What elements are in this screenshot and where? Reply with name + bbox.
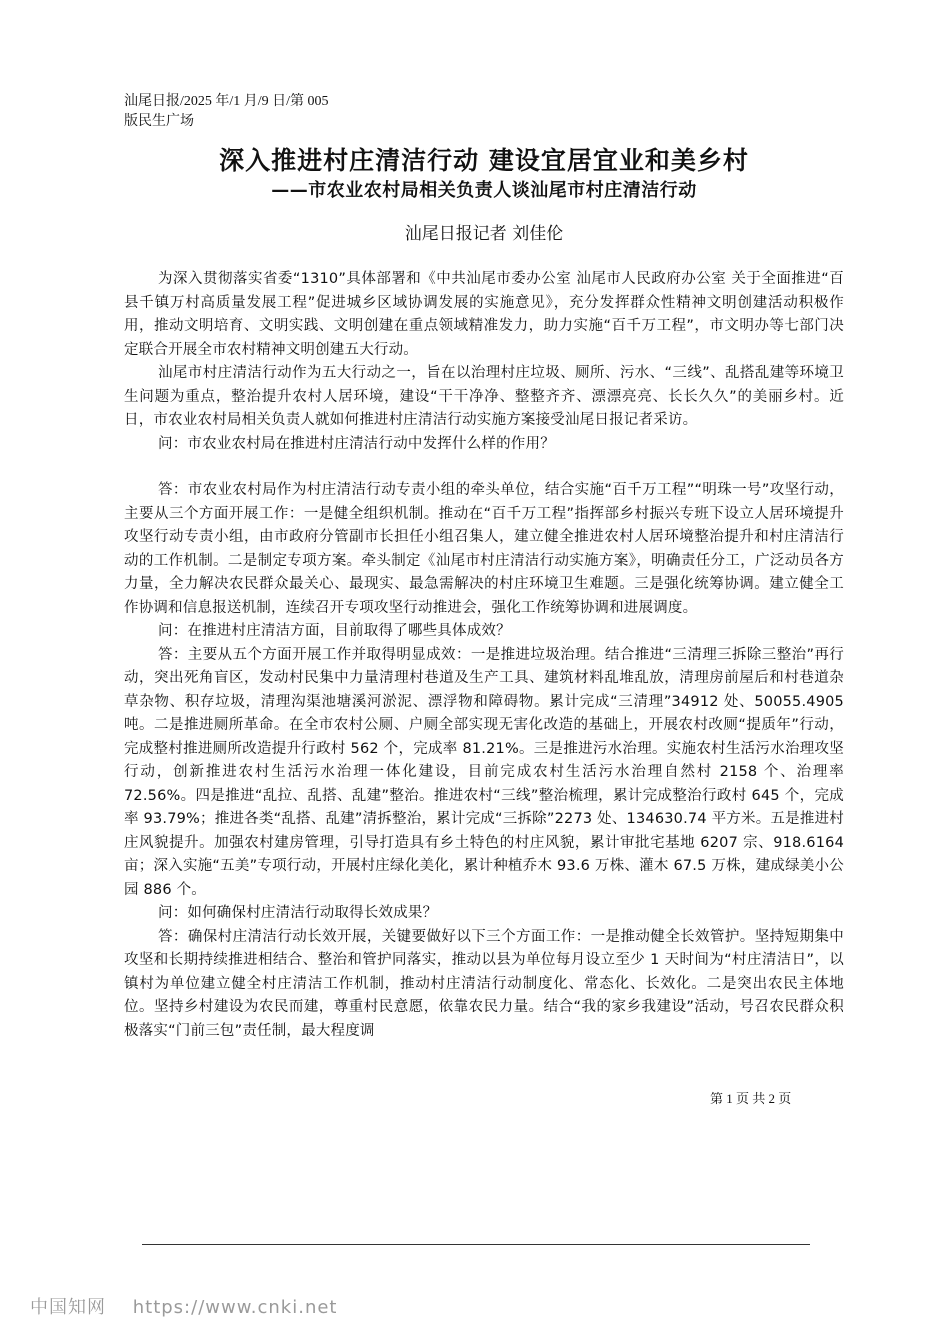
answer-1: 答：市农业农村局作为村庄清洁行动专责小组的牵头单位，结合实施“百千万工程”“明珠一号”攻坚行动，主要从三个方面开展工作：一是健全组织机制。推动在“百千万工程”指挥部乡村振兴专班下设立人居环境提升攻坚行动专责小组，由市政府分管副市长担任小组召集人，建立健全推进农村人居环境整治提升和村庄清洁行动的工作机制。二是制定专项方案。牵头制定《汕尾市村庄清洁行动实施方案》，明确责任分工，广泛动员各方力量，全力解决农民群众最关心、最现实、最急需解决的村庄环境卫生难题。三是强化统筹协调。建立健全工作协调和信息报送机制，连续召开专项攻坚行动推进会，强化工作统筹协调和进展调度。 xyxy=(124,482,844,616)
answer-3: 答：确保村庄清洁行动长效开展，关键要做好以下三个方面工作：一是推动健全长效管护。坚持短期集中攻坚和长期持续推进相结合、整治和管护同落实，推动以县为单位每月设立至少 1 天时间为“村庄清洁日”，以镇村为单位建立健全村庄清洁工作机制，推动村庄清洁行动制度化、常态化、长效化。二是突出农民主体地位。坚持乡村建设为农民而建，尊重村民意愿，依靠农民力量。结合“我的家乡我建设”活动，号召农民群众积极落实“门前三包”责任制，最大程度调 xyxy=(124,928,844,1039)
article-body xyxy=(124,268,844,1043)
footer-divider xyxy=(142,1244,810,1245)
source-line-2: 版民生广场 xyxy=(124,114,194,129)
source-line-1: 汕尾日报/2025 年/1 月/9 日/第 005 xyxy=(124,94,329,109)
watermark-brand: 中国知网 xyxy=(30,1297,106,1318)
paragraph-background: 汕尾市村庄清洁行动作为五大行动之一，旨在以治理村庄垃圾、厕所、污水、“三线”、乱搭乱建等环境卫生问题为重点，整治提升农村人居环境，建设“干干净净、整整齐齐、漂漂亮亮、长长久久”的美丽乡村。近日，市农业农村局相关负责人就如何推进村庄清洁行动实施方案接受汕尾日报记者采访。 xyxy=(124,365,844,428)
article-subtitle: ——市农业农村局相关负责人谈汕尾市村庄清洁行动 xyxy=(271,180,697,201)
paragraph-intro: 为深入贯彻落实省委“1310”具体部署和《中共汕尾市委办公室 汕尾市人民政府办公室 关于全面推进“百县千镇万村高质量发展工程”促进城乡区域协调发展的实施意见》，充分发挥群众性精神文明创建活动积极作用，推动文明培育、文明实践、文明创建在重点领域精准发力，助力实施“百千万工程”，市文明办等七部门决定联合开展全市农村精神文明创建五大行动。 xyxy=(124,271,844,358)
question-2: 问：在推进村庄清洁方面，目前取得了哪些具体成效？ xyxy=(158,623,511,639)
watermark-url: https://www.cnki.net xyxy=(132,1297,338,1318)
article-title: 深入推进村庄清洁行动 建设宜居宜业和美乡村 xyxy=(219,146,749,175)
cnki-watermark xyxy=(30,1293,337,1319)
question-3: 问：如何确保村庄清洁行动取得长效成果？ xyxy=(158,905,438,921)
article-byline: 汕尾日报记者 刘佳伦 xyxy=(404,224,564,244)
page-number: 第 1 页 共 2 页 xyxy=(710,1091,792,1106)
answer-2: 答：主要从五个方面开展工作并取得明显成效：一是推进垃圾治理。结合推进“三清理三拆除三整治”再行动，突出死角盲区，发动村民集中力量清理村巷道及生产工具、建筑材料乱堆乱放，清理房前屋后和村巷道杂草杂物、积存垃圾，清理沟渠池塘溪河淤泥、漂浮物和障碍物。累计完成“三清理”34912 处、50055.4905 吨。二是推进厕所革命。在全市农村公厕、户厕全部实现无害化改造的基础上，开展农村改厕“提质年”行动，完成整村推进厕所改造提升行政村 562 个，完成率 81.21%。三是推进污水治理。实施农村生活污水治理攻坚行动，创新推进农村生活污水治理一体化建设，目前完成农村生活污水治理自然村 2158 个、治理率 72.56%。四是推进“乱拉、乱搭、乱建”整治。推进农村“三线”整治梳理，累计完成整治行政村 645 个，完成率 93.79%；推进各类“乱搭、乱建”清拆整治，累计完成“三拆除”2273 处、134630.74 平方米。五是推进村庄风貌提升。加强农村建房管理，引导打造具有乡土特色的村庄风貌，累计审批宅基地 6207 宗、918.6164 亩；深入实施“五美”专项行动，开展村庄绿化美化，累计种植乔木 93.6 万株、灌木 67.5 万株，建成绿美小公园 886 个。 xyxy=(124,646,844,898)
question-1: 问：市农业农村局在推进村庄清洁行动中发挥什么样的作用？ xyxy=(158,435,555,452)
document-page xyxy=(124,92,844,1043)
